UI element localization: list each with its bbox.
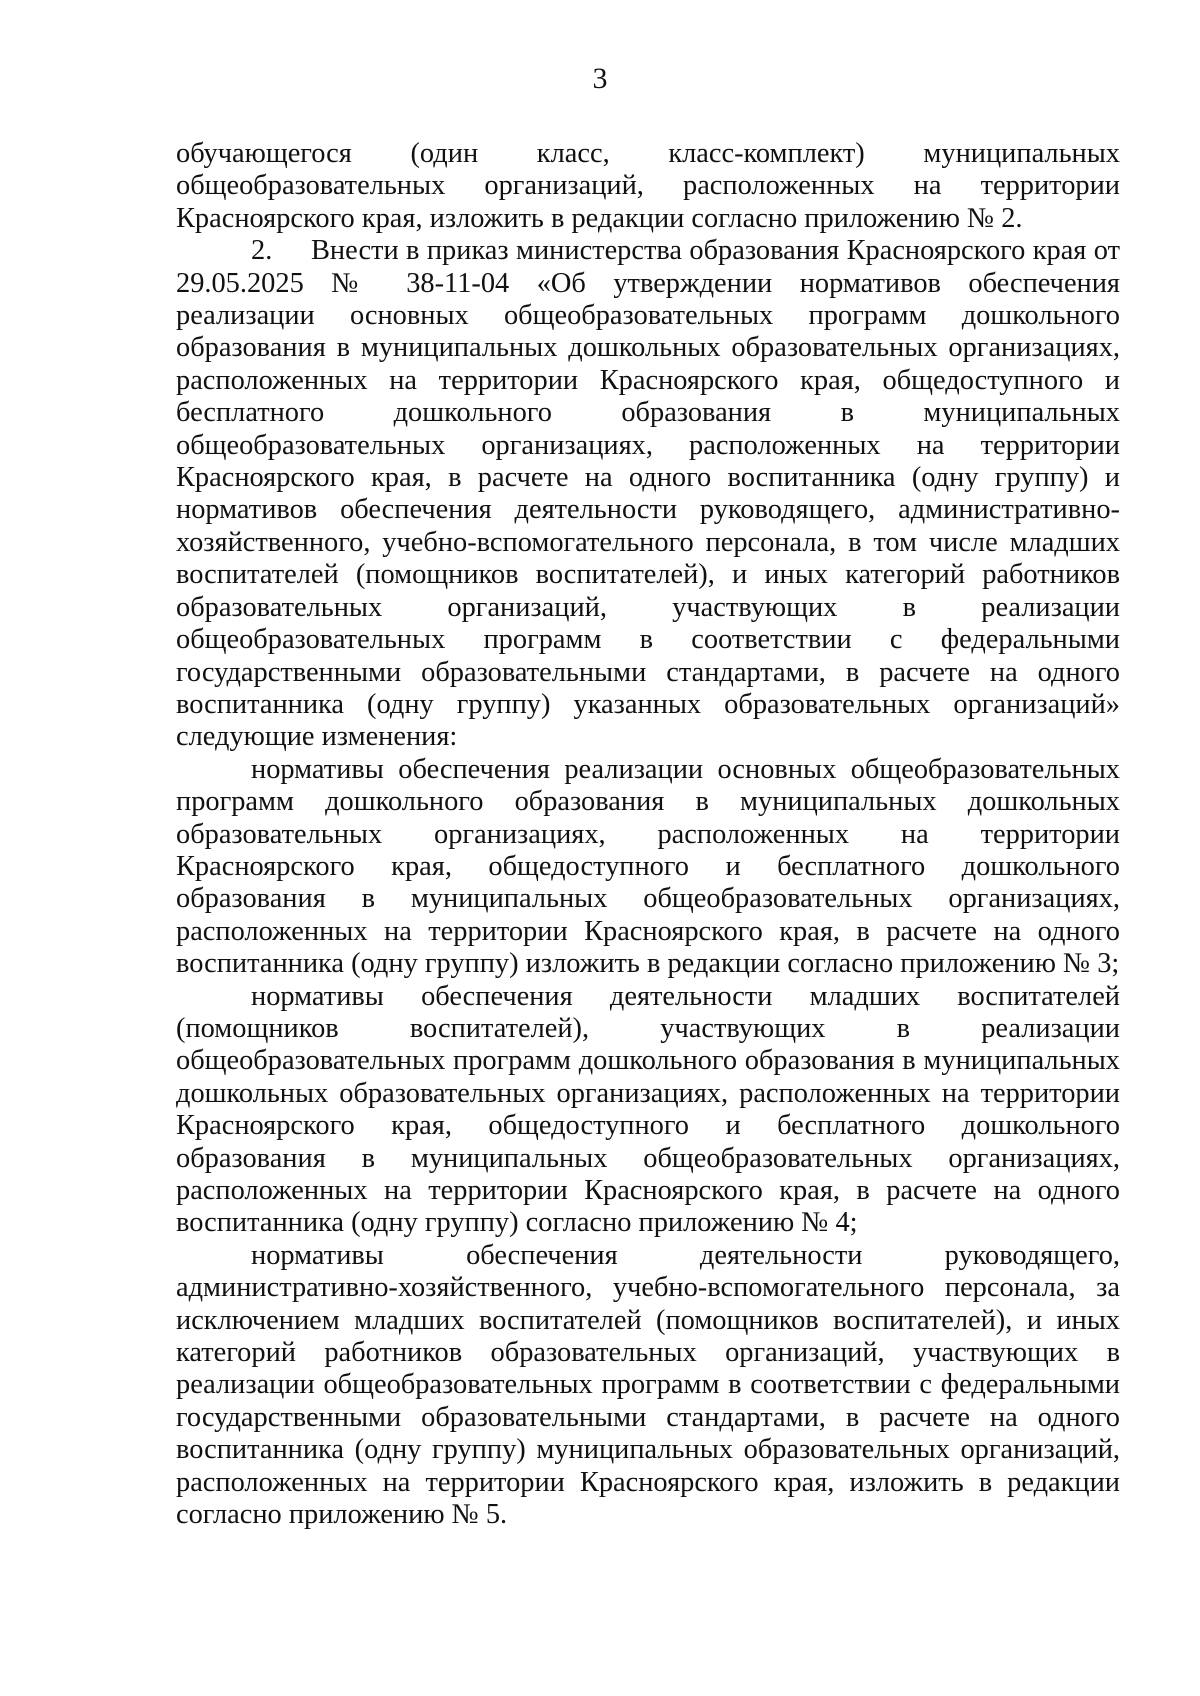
paragraph-4-text: нормативы обеспечения деятельности младших воспитателей (помощников воспитателей), участвующих в реализации общеобразовательных программ дошкольного образования в муниципальных дошкольных образовательных организациях, расположенных на территории Красноярского края, общедоступного и бесплатного дошкольного образования в муниципальных общеобразовательных организациях, расположенных на территории Красноярского края, в расчете на одного воспитанника (одну группу) согласно приложению № 4; — [176, 980, 1120, 1239]
paragraph-3-text: нормативы обеспечения реализации основных общеобразовательных программ дошкольного образования в муниципальных дошкольных образовательных организациях, расположенных на территории Красноярского края, общедоступного и бесплатного дошкольного образования в муниципальных общеобразовательных организациях, расположенных на территории Красноярского края, в расчете на одного воспитанника (одну группу) изложить в редакции согласно приложению № 3; — [176, 753, 1120, 980]
paragraph-2-text: Внести в приказ министерства образования Красноярского края от 29.05.2025 № 38-11-04 «Об утверждении нормативов обеспечения реализации основных общеобразовательных программ дошкольного образования в муниципальных дошкольных образовательных организациях, расположенных на территории Красноярского края, общедоступного и бесплатного дошкольного образования в муниципальных общеобразовательных организациях, расположенных на территории Красноярского края, в расчете на одного воспитанника (одну группу) и нормативов обеспечения деятельности руководящего, административно-хозяйственного, учебно-вспомогательного персонала, в том числе младших воспитателей (помощников воспитателей), и иных категорий работников образовательных организаций, участвующих в реализации общеобразовательных программ в соответствии с федеральными государственными образовательными стандартами, в расчете на одного воспитанника (одну группу) указанных образовательных организаций» следующие изменения: — [176, 235, 1120, 753]
page-number: 3 — [592, 62, 608, 95]
paragraph-2 — [176, 235, 1120, 754]
paragraph-2-number: 2. — [251, 235, 273, 267]
paragraph-5 — [176, 1240, 1120, 1532]
document-body — [176, 138, 1120, 1531]
paragraph-4 — [176, 981, 1120, 1240]
paragraph-1 — [176, 138, 1120, 235]
paragraph-5-text: нормативы обеспечения деятельности руководящего, административно-хозяйственного, учебно-вспомогательного персонала, за исключением младших воспитателей (помощников воспитателей), и иных категорий работников образовательных организаций, участвующих в реализации общеобразовательных программ в соответствии с федеральными государственными образовательными стандартами, в расчете на одного воспитанника (одну группу) муниципальных образовательных организаций, расположенных на территории Красноярского края, изложить в редакции согласно приложению № 5. — [176, 1239, 1120, 1531]
paragraph-1-text: обучающегося (один класс, класс-комплект) муниципальных общеобразовательных организаций, расположенных на территории Красноярского края, изложить в редакции согласно приложению № 2. — [176, 138, 1120, 234]
paragraph-3 — [176, 754, 1120, 981]
